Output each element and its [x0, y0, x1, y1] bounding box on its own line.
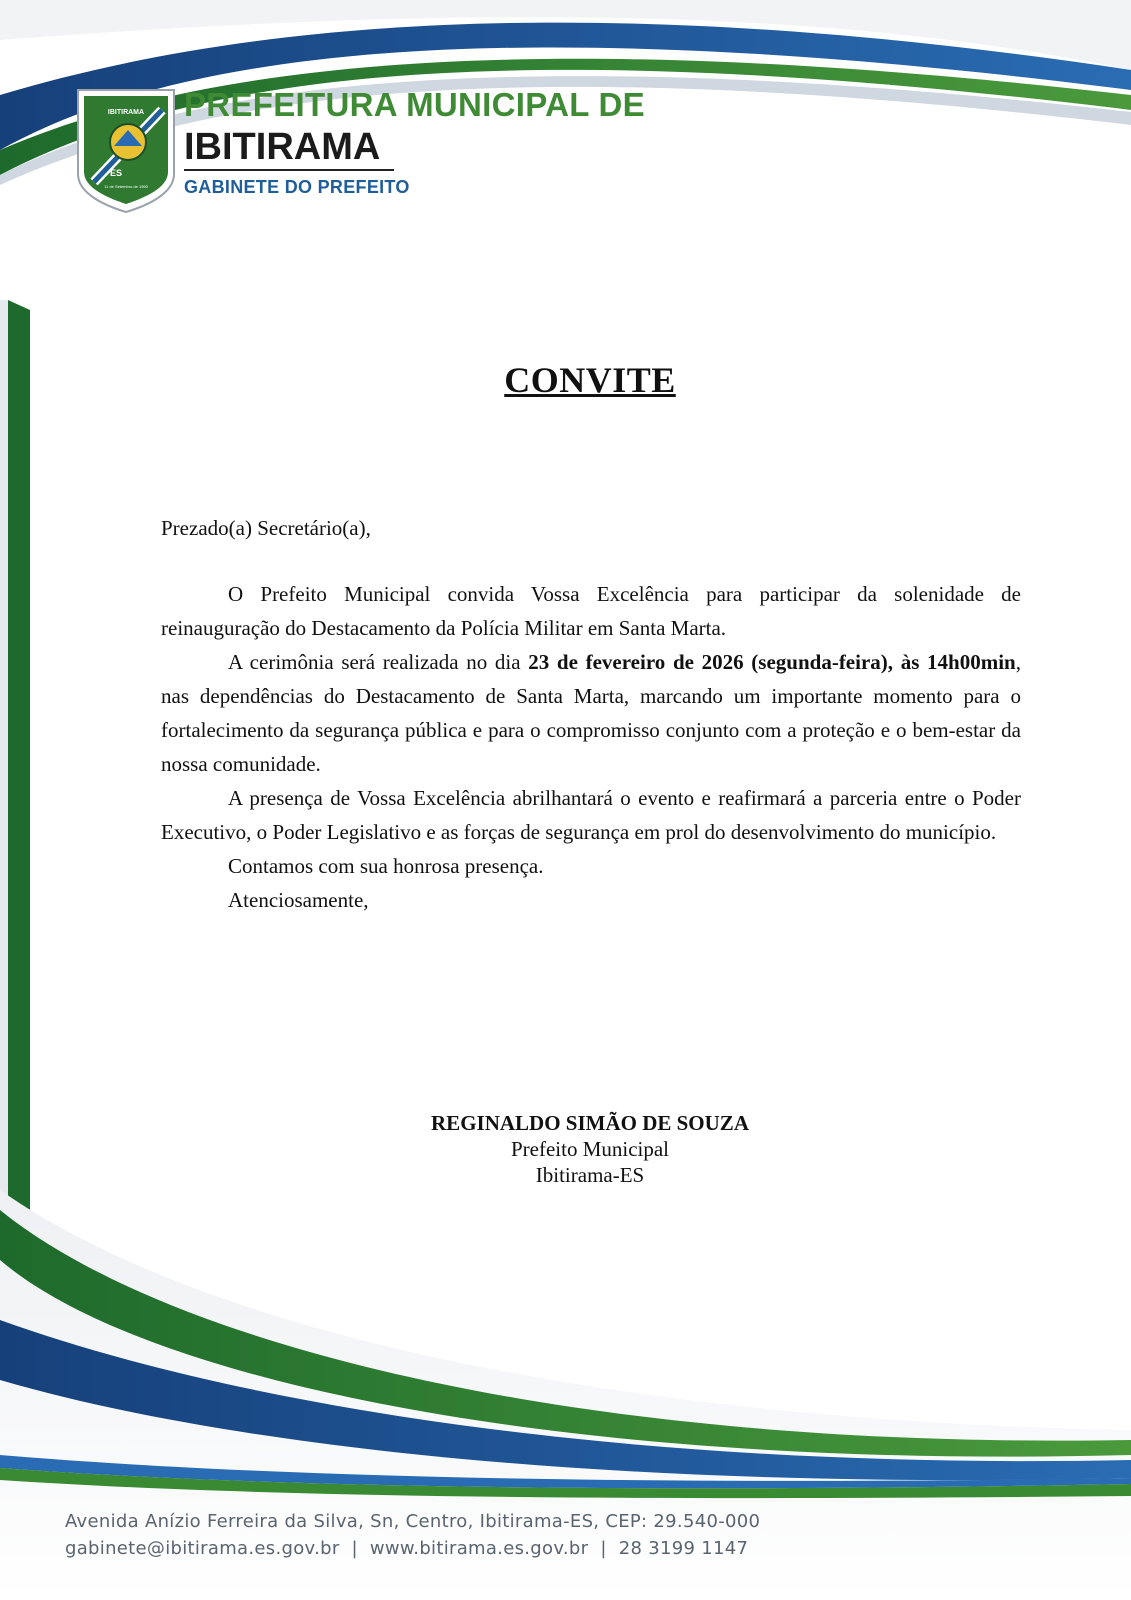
org-name-line2: IBITIRAMA	[184, 128, 394, 171]
footer-phone: 28 3199 1147	[618, 1538, 749, 1559]
crest-center-text: ES	[109, 168, 123, 178]
footer-separator: |	[351, 1538, 358, 1559]
letterhead	[184, 88, 645, 198]
salutation: Prezado(a) Secretário(a),	[161, 516, 371, 540]
signature-block	[0, 1110, 1131, 1188]
letter-body	[161, 511, 1021, 917]
footer-address: Avenida Anízio Ferreira da Silva, Sn, Centro, Ibitirama-ES, CEP: 29.540-000	[65, 1511, 761, 1532]
paragraph-ceremony	[161, 645, 1021, 781]
signatory-name: REGINALDO SIMÃO DE SOUZA	[431, 1111, 749, 1135]
document-title: CONVITE	[504, 360, 676, 400]
valediction: Atenciosamente,	[228, 888, 369, 912]
municipal-crest-logo	[76, 84, 176, 214]
footer-separator: |	[600, 1538, 607, 1559]
paragraph-invitation: O Prefeito Municipal convida Vossa Excelência para participar da solenidade de reinauguração do Destacamento da Polícia Militar em Santa Marta.	[161, 582, 1021, 640]
ceremony-lead: A cerimônia será realizada no dia	[228, 650, 529, 674]
org-name-line1: PREFEITURA MUNICIPAL DE	[184, 86, 645, 123]
signatory-role: Prefeito Municipal	[510, 1137, 670, 1161]
footer-contact-line	[65, 1535, 760, 1562]
crest-top-text: IBITIRAMA	[107, 109, 145, 116]
org-department: GABINETE DO PREFEITO	[184, 177, 410, 197]
footer-contact	[65, 1508, 760, 1562]
signatory-place: Ibitirama-ES	[535, 1163, 645, 1187]
paragraph-closing: Contamos com sua honrosa presença.	[228, 854, 544, 878]
ceremony-date-time: 23 de fevereiro de 2026 (segunda-feira), às 14h00min	[528, 650, 1016, 674]
crest-bottom-text: 11 de Setembro de 1990	[104, 184, 148, 189]
ceremony-details: , nas dependências do Destacamento de Santa Marta, marcando um importante momento para o fortalecimento da segurança pública e para o compromisso conjunto com a proteção e o bem-estar da nossa comunidade.	[161, 650, 1021, 776]
footer-email[interactable]: gabinete@ibitirama.es.gov.br	[65, 1538, 340, 1559]
paragraph-presence: A presença de Vossa Excelência abrilhantará o evento e reafirmará a parceria entre o Poder Executivo, o Poder Legislativo e as forças de segurança em prol do desenvolvimento do município.	[161, 786, 1021, 844]
footer-website[interactable]: www.bitirama.es.gov.br	[369, 1538, 589, 1559]
